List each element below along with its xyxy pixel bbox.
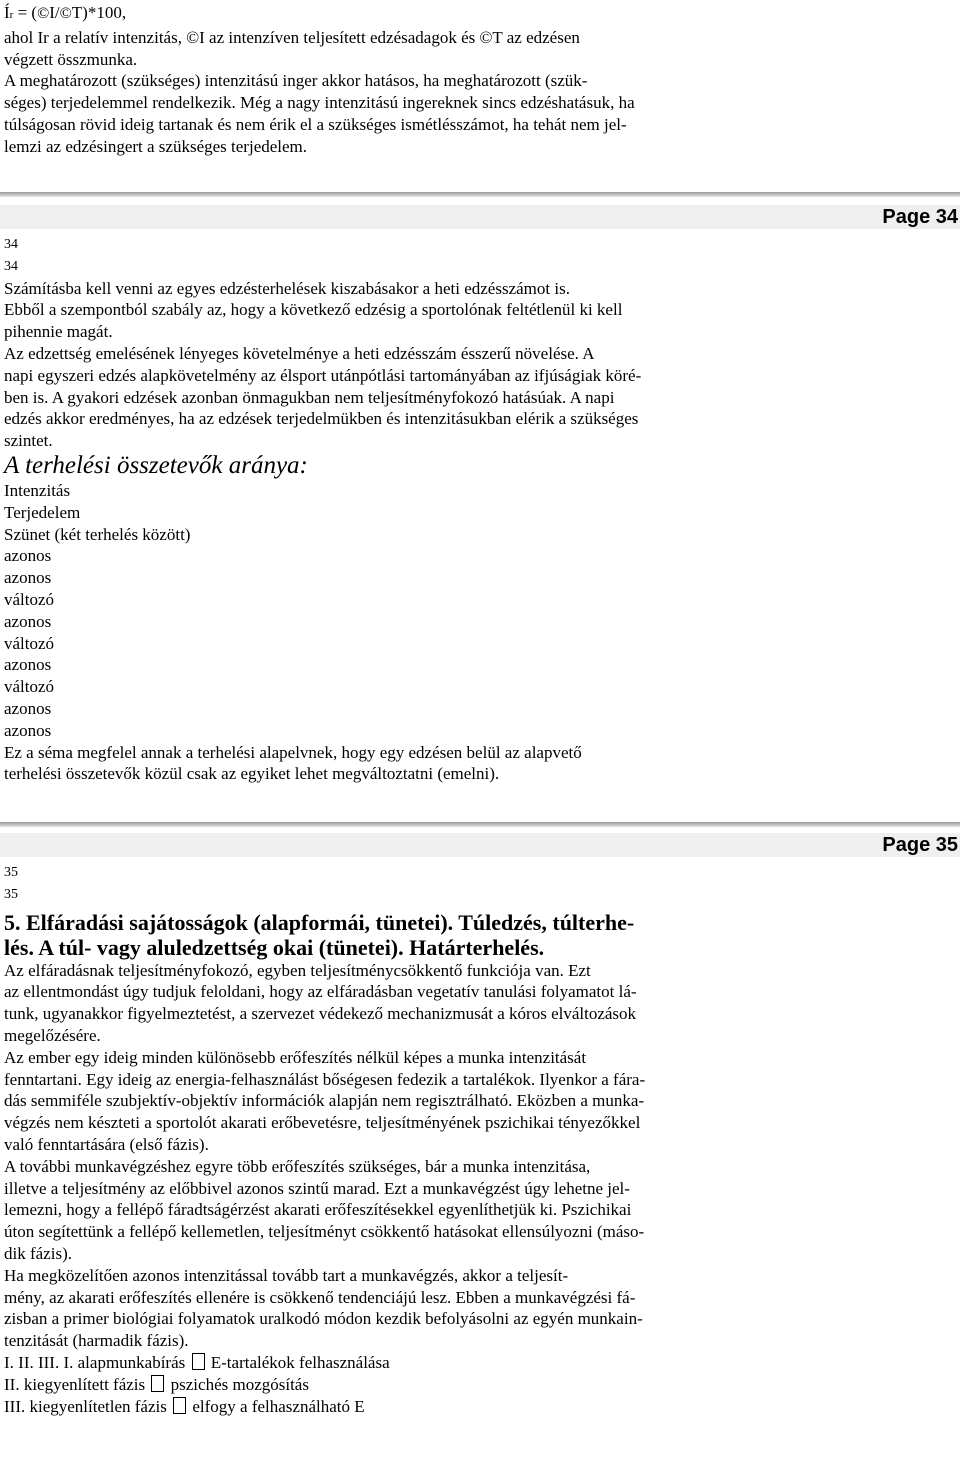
table-cell: azonos <box>4 720 52 740</box>
paragraph-line: úton segítettünk a fellépő kellemetlen, teljesítményt csökkentő hatásokat ellensúlyozni (máso- <box>4 1222 645 1242</box>
paragraph-line: napi egyszeri edzés alapkövetelmény az élsport utánpótlási tartományában az ifjúságiak köré- <box>4 365 642 385</box>
formula-part: I/ <box>49 3 60 22</box>
paragraph-line: lemezni, hogy a fellépő fáradtságérzést akarati erőfeszítésekkel egyenlíthetjük ki. Pszichikai <box>4 1200 632 1220</box>
phase-description: E-tartalékok felhasználása <box>210 1352 390 1372</box>
page-header-band <box>0 205 960 229</box>
phase-label: II. kiegyenlített fázis <box>4 1374 146 1394</box>
table-cell: azonos <box>4 698 52 718</box>
paragraph-line: terhelési összetevők közül csak az egyiket lehet megváltoztatni (emelni). <box>4 764 500 784</box>
paragraph-line: szintet. <box>4 431 53 451</box>
table-cell: változó <box>4 589 55 609</box>
phase-description: pszichés mozgósítás <box>170 1374 309 1394</box>
intensity-formula <box>4 2 635 27</box>
paragraph-line: A további munkavégzéshez egyre több erőfeszítés szükséges, bár a munka intenzitása, <box>4 1156 591 1176</box>
sum-symbol: © <box>37 5 50 22</box>
paragraph-line: illetve a teljesítmény az előbbivel azonos szintű marad. Ezt a munkavégzést úgy lehetne jel- <box>4 1178 630 1198</box>
paragraph-line: Ebből a szempontból szabály az, hogy a következő edzésig a sportolónak feltétlenül ki kell <box>4 300 623 320</box>
paragraph-line: tunk, ugyanakkor figyelmeztetést, a szervezet védekező mechanizmusát a kóros elváltozások <box>4 1004 637 1024</box>
page-header-band <box>0 833 960 857</box>
formula-symbol: Í <box>4 3 10 22</box>
phase-label: III. kiegyenlítetlen fázis <box>4 1396 167 1416</box>
paragraph-line: Az ember egy ideig minden különösebb erőfeszítés nélkül képes a munka intenzitását <box>4 1047 587 1067</box>
phase-line <box>4 1352 645 1374</box>
paragraph-line: Ha megközelítően azonos intenzitással tovább tart a munkavégzés, akkor a teljesít- <box>4 1265 569 1285</box>
phase-description: elfogy a felhasználható E <box>192 1396 365 1416</box>
page-separator <box>0 822 960 827</box>
paragraph-line: az ellentmondást úgy tudjuk feloldani, hogy az elfáradásban vegetatív tanulási folyamatot lá- <box>4 982 637 1002</box>
page-number: 34 <box>4 237 18 252</box>
table-cell: Intenzitás <box>4 480 71 500</box>
paragraph-line: edzés akkor eredményes, ha az edzések terjedelmükben és intenzitásukban elérik a szükséges <box>4 409 639 429</box>
table-cell: Terjedelem <box>4 502 81 522</box>
paragraph-line: való fenntartására (első fázis). <box>4 1134 209 1154</box>
paragraph-line: végzés nem készteti a sportolót akarati erőbevetésre, teljesítményének pszichikai tényezőkkel <box>4 1113 641 1133</box>
paragraph-line: Ez a séma megfelel annak a terhelési alapelvnek, hogy egy edzésen belül az alapvető <box>4 742 582 762</box>
page-number: 35 <box>4 865 18 880</box>
page-separator <box>0 192 960 197</box>
paragraph-line: dás semmiféle szubjektív-objektív információk alapján nem regisztrálható. Eközben a munka- <box>4 1091 645 1111</box>
page33-text <box>4 2 635 158</box>
paragraph-line: dik fázis). <box>4 1243 72 1263</box>
paragraph-line: ahol Ir a relatív intenzitás, ©I az intenzíven teljesített edzésadagok és ©T az edzésen <box>4 27 580 47</box>
missing-glyph-icon <box>192 1353 205 1370</box>
chapter-heading: lés. A túl- vagy aluledzettség okai (tünetei). Határterhelés. <box>4 934 545 960</box>
table-cell: azonos <box>4 655 52 675</box>
table-cell: azonos <box>4 546 52 566</box>
paragraph-line: tenzitását (harmadik fázis). <box>4 1331 189 1351</box>
paragraph-line: lemzi az edzésingert a szükséges terjedelem. <box>4 136 308 156</box>
paragraph-line: mény, az akarati erőfeszítés ellenére is csökkenő tendenciájú lesz. Ebben a munkavégzési fá- <box>4 1287 636 1307</box>
paragraph-line: fenntartani. Egy ideig az energia-felhasználást bőségesen fedezik a tartalékok. Ilyenkor a fára- <box>4 1069 646 1089</box>
table-cell: Szünet (két terhelés között) <box>4 524 191 544</box>
paragraph-line: megelőzésére. <box>4 1025 101 1045</box>
chapter-heading: 5. Elfáradási sajátosságok (alapformái, tünetei). Túledzés, túlterhe- <box>4 909 635 935</box>
paragraph-line: ben is. A gyakori edzések azonban önmagukban nem teljesítményfokozó hatásúak. A napi <box>4 387 615 407</box>
page35-body <box>4 862 645 1417</box>
paragraph-line: Az elfáradásnak teljesítményfokozó, egyben teljesítménycsökkentő funkciója van. Ezt <box>4 960 591 980</box>
paragraph-line: túlságosan rövid ideig tartanak és nem érik el a szükséges ismétlésszámot, ha tehát nem jel- <box>4 114 627 134</box>
table-cell: változó <box>4 677 55 697</box>
paragraph-line: pihennie magát. <box>4 322 113 342</box>
paragraph-line: Számításba kell venni az egyes edzésterhelések kiszabásakor a heti edzésszámot is. <box>4 278 570 298</box>
page-number: 34 <box>4 258 18 274</box>
formula-subscript: r <box>9 9 14 21</box>
page-label: Page 34 <box>882 206 958 228</box>
paragraph-line: séges) terjedelemmel rendelkezik. Még a nagy intenzitású ingereknek sincs edzéshatásuk, ha <box>4 93 635 113</box>
table-cell: változó <box>4 633 55 653</box>
page-number: 35 <box>4 886 18 902</box>
formula-part: = ( <box>13 3 38 22</box>
page-label: Page 35 <box>882 834 958 856</box>
phase-line <box>4 1396 645 1418</box>
page34-body <box>4 234 641 785</box>
missing-glyph-icon <box>173 1397 186 1414</box>
phase-line <box>4 1374 645 1396</box>
table-cell: azonos <box>4 611 52 631</box>
formula-part: T)*100, <box>71 3 127 22</box>
sum-symbol: © <box>59 5 72 22</box>
paragraph-line: zisban a primer biológiai folyamatok uralkodó módon kezdik befolyásolni az egyén munkain- <box>4 1309 643 1329</box>
phase-label: I. II. III. I. alapmunkabírás <box>4 1352 186 1372</box>
paragraph-line: A meghatározott (szükséges) intenzitású inger akkor hatásos, ha meghatározott (szük- <box>4 71 588 91</box>
table-cell: azonos <box>4 568 52 588</box>
missing-glyph-icon <box>151 1375 164 1392</box>
section-heading: A terhelési összetevők aránya: <box>4 451 308 479</box>
paragraph-line: végzett összmunka. <box>4 49 138 69</box>
paragraph-line: Az edzettség emelésének lényeges követelménye a heti edzésszám ésszerű növelése. A <box>4 343 595 363</box>
